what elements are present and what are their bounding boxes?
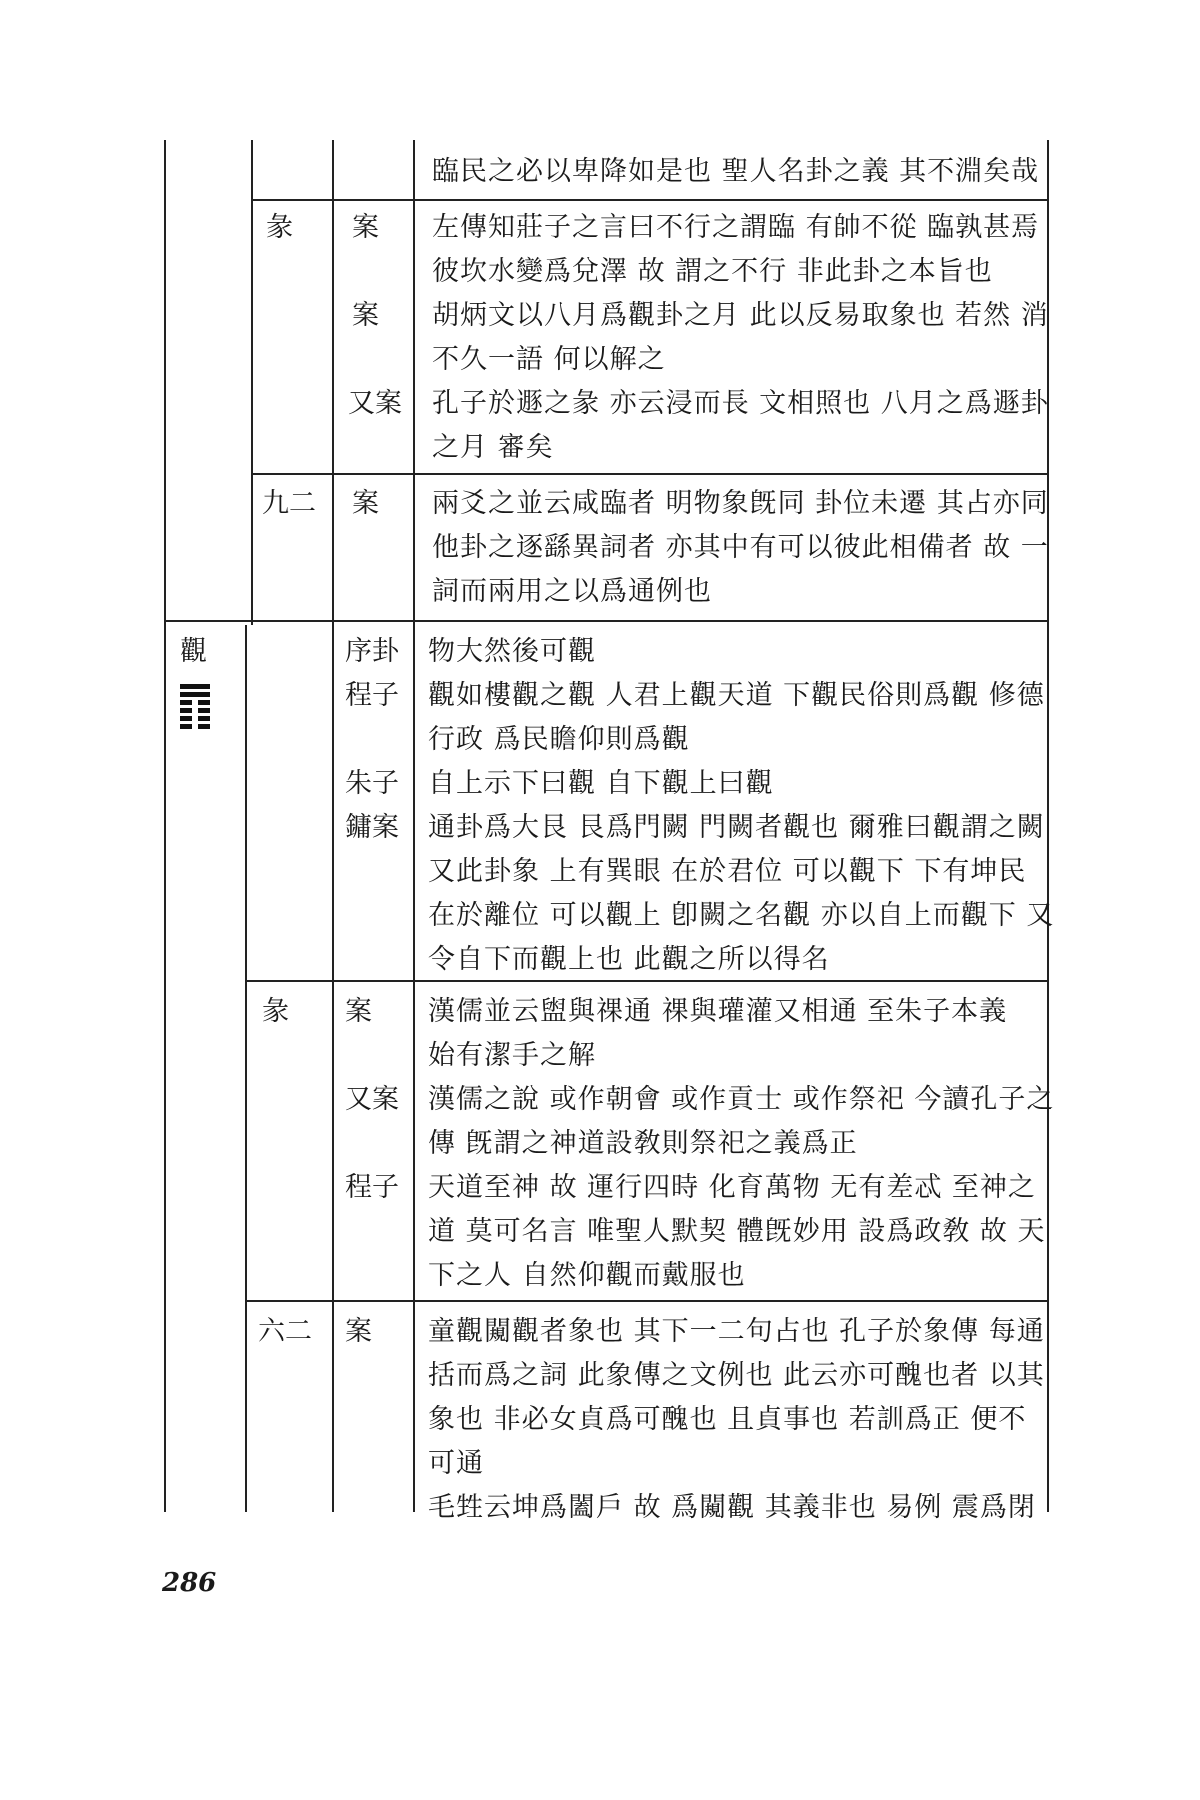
entry-label: 又案 [345,1084,399,1115]
column-rule-3 [413,140,415,1512]
commentary-line: 彼坎水變爲兌澤 故 謂之不行 非此卦之本旨也 [432,256,993,287]
gua-title: 觀 [180,636,207,667]
commentary-line: 孔子於遯之彖 亦云浸而長 文相照也 八月之爲遯卦 [432,388,1049,419]
hexagram-icon [180,684,210,732]
commentary-line: 括而爲之詞 此象傳之文例也 此云亦可醜也者 以其 [428,1360,1045,1391]
entry-label: 案 [352,300,379,331]
commentary-line: 毛甡云坤爲闔戶 故 爲闚觀 其義非也 易例 震爲閉 [428,1492,1036,1523]
commentary-line: 傳 旣謂之神道設敎則祭祀之義爲正 [428,1128,858,1159]
commentary-line: 漢儒並云盥與祼通 祼與瓘灌又相通 至朱子本義 [428,996,1008,1027]
row-divider [164,620,1049,622]
commentary-line: 通卦爲大艮 艮爲門闕 門闕者觀也 爾雅曰觀謂之闕 [428,812,1045,843]
entry-label: 朱子 [345,768,399,799]
commentary-line: 可通 [428,1448,484,1479]
entry-label: 案 [345,996,372,1027]
entry-label: 案 [352,212,379,243]
commentary-line: 他卦之逐繇異詞者 亦其中有可以彼此相備者 故 一 [432,532,1049,563]
entry-label: 鏞案 [345,812,399,843]
commentary-line: 下之人 自然仰觀而戴服也 [428,1260,746,1291]
commentary-line: 兩爻之並云咸臨者 明物象旣同 卦位未遷 其占亦同 [432,488,1049,519]
commentary-line: 在於離位 可以觀上 卽闕之名觀 亦以自上而觀下 又 [428,900,1055,931]
commentary-line: 天道至神 故 運行四時 化育萬物 无有差忒 至神之 [428,1172,1036,1203]
commentary-line: 令自下而觀上也 此觀之所以得名 [428,944,830,975]
row-heading: 六二 [258,1316,312,1347]
commentary-line: 左傳知莊子之言曰不行之謂臨 有帥不從 臨孰甚焉 [432,212,1040,243]
commentary-line: 物大然後可觀 [428,636,596,667]
entry-label: 序卦 [345,636,399,667]
column-rule-1 [251,140,253,625]
row-divider [245,1300,1049,1302]
commentary-line: 之月 審矣 [432,432,554,463]
commentary-line: 自上示下曰觀 自下觀上曰觀 [428,768,774,799]
commentary-line: 觀如樓觀之觀 人君上觀天道 下觀民俗則爲觀 修德 [428,680,1045,711]
commentary-line: 詞而兩用之以爲通例也 [432,576,712,607]
column-rule-2 [332,140,334,1512]
page-number: 286 [162,1568,217,1598]
commentary-line: 童觀闚觀者象也 其下一二句占也 孔子於象傳 每通 [428,1316,1045,1347]
entry-label: 案 [345,1316,372,1347]
entry-label: 案 [352,488,379,519]
commentary-line: 始有潔手之解 [428,1040,596,1071]
row-heading: 彖 [262,996,289,1027]
table-right-rule [1047,140,1049,1512]
entry-label: 程子 [345,1172,399,1203]
row-heading: 九二 [262,488,316,519]
commentary-line: 道 莫可名言 唯聖人默契 體旣妙用 設爲政敎 故 天 [428,1216,1046,1247]
commentary-line: 象也 非必女貞爲可醜也 且貞事也 若訓爲正 便不 [428,1404,1027,1435]
commentary-line: 行政 爲民瞻仰則爲觀 [428,724,690,755]
row-divider [251,199,1049,201]
commentary-line: 臨民之必以卑降如是也 聖人名卦之義 其不淵矣哉 [432,156,1040,187]
commentary-line: 胡炳文以八月爲觀卦之月 此以反易取象也 若然 消 [432,300,1049,331]
commentary-line: 漢儒之說 或作朝會 或作貢士 或作祭祀 今讀孔子之 [428,1084,1055,1115]
entry-label: 又案 [348,388,402,419]
commentary-line: 又此卦象 上有巽眼 在於君位 可以觀下 下有坤民 [428,856,1027,887]
row-divider [251,473,1049,475]
row-heading: 彖 [266,212,293,243]
table-left-rule [164,140,166,1512]
column-rule-1b [245,625,247,1512]
entry-label: 程子 [345,680,399,711]
commentary-line: 不久一語 何以解之 [432,344,666,375]
